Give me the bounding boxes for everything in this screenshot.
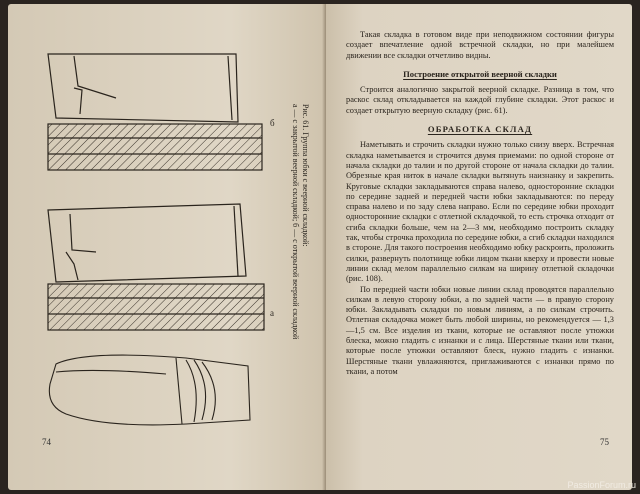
paragraph-2: Строится аналогично закрытой веерной складке. Разница в том, что раскос склад откладывается на каждой глубине складки. Этот раскос и создает открытую веерную складку (рис. 61).	[346, 85, 614, 115]
figure-label-a: а	[270, 308, 274, 318]
figure-a-open-pleat	[48, 204, 264, 330]
paragraph-1: Такая складка в готовом виде при неподвижном состоянии фигуры создает впечатление одной встречной складки, но при малейшем движении все складки отчетливо видны.	[346, 30, 614, 60]
section-heading-open-pleat: Построение открытой веерной складки	[403, 68, 557, 79]
figure-61-drawings	[26, 14, 266, 434]
figure-caption	[264, 24, 324, 434]
left-page	[8, 4, 326, 490]
caption-line-2: а — с закрытой веерной складкой; б — с открытой веерной складкой	[291, 104, 300, 340]
caption-line-1: Рис. 61. Группа юбки с веерной складкой:	[301, 104, 310, 247]
page-number-right: 75	[600, 437, 609, 447]
body-text	[346, 30, 614, 377]
figure-label-b: б	[270, 118, 275, 128]
right-page	[326, 4, 632, 490]
page-number-left: 74	[42, 437, 51, 447]
figure-b-closed-pleat	[48, 54, 262, 170]
figure-pleat-side-view	[49, 355, 250, 425]
paragraph-4: По передней части юбки новые линии склад проводятся параллельно силкам в левую сторону юбки, а по задней части — в правую сторону юбки. Закладывать складки по новым линиям, а по силкам строчить. Отлетная складочка может быть любой ширины, но рекомендуется — 1,3—1,5 см. Все изделия из ткани, которые не оставляют после утюжки блеска, можно гладить с изнанки и с лица. Шерстяные ткани или ткани, которые после утюжки оставляют блеск, нужно гладить с изнанки. Шерстяные ткани увлажняются, приглаживаются с изнанки прямо по ткани, а потом	[346, 284, 614, 376]
watermark: PassionForum.ru	[567, 480, 636, 490]
paragraph-3: Наметывать и строчить складки нужно только снизу вверх. Встречная складка наметывается и строчится двумя приемами: по одной стороне от начала складки до талии и по другой стороне от начала складки до талии. Обрезные края ниток в начале складки вытянуть наизнанку и закрепить. Круговые складки закладываются справа налево, односторонние складки по середине задней и передней части юбки закладываются: по переду справа налево и по заду слева направо. Если по середине юбки проходит односторонние складки с отлетной складочкой, то есть строчка отходит от сгиба складки больше, чем на 2—3 мм, необходимо построить складку так, чтобы строчка проходила по середине юбки, а сгиб складки находился в стороне. Для такого построения необходимо юбку раскроить, проложить силки, развернуть полотнище юбки лицом ткани кверху и провести новые линии склад мелом параллельно силкам на ширину отлетной складочки (рис. 108).	[346, 140, 614, 284]
section-heading-pleat-processing: ОБРАБОТКА СКЛАД	[427, 124, 533, 135]
